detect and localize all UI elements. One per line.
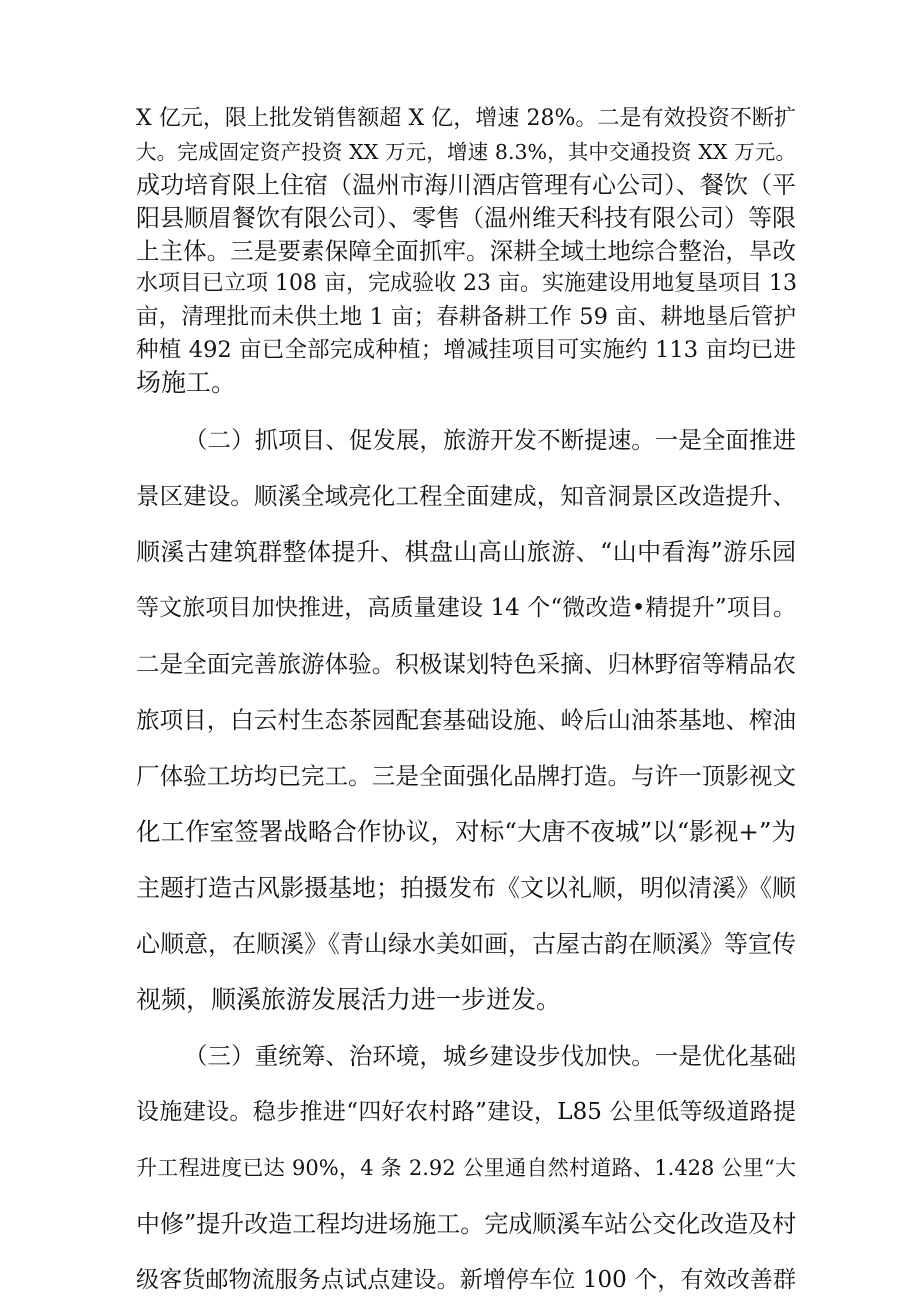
paragraph-1-line-2: 大。完成固定资产投资 XX 万元，增速 8.3%，其中交通投资 XX 万元。 [136,140,796,164]
paragraph-2-line-5: 二是全面完善旅游体验。积极谋划特色采摘、归林野宿等精品农 [136,650,796,678]
paragraph-1-line-6: 水项目已立项 108 亩，完成验收 23 亩。实施建设用地复垦项目 13 [136,271,797,296]
paragraph-2-line-2: 景区建设。顺溪全域亮化工程全面建成，知音洞景区改造提升、 [136,482,796,510]
paragraph-2-line-1: （二）抓项目、促发展，旅游开发不断提速。一是全面推进 [184,426,796,454]
paragraph-3-line-4: 中修”提升改造工程均进场施工。完成顺溪车站公交化改造及村 [136,1210,797,1238]
paragraph-1-line-4: 阳县顺眉餐饮有限公司）、零售（温州维天科技有限公司）等限 [136,204,796,232]
paragraph-2-line-11: 视频，顺溪旅游发展活力进一步迸发。 [136,985,562,1014]
paragraph-2-line-8: 化工作室签署战略合作协议，对标“大唐不夜城”以“影视+”为 [136,817,796,846]
paragraph-2-line-10: 心顺意，在顺溪》《青山绿水美如画，古屋古韵在顺溪》等宣传 [136,930,796,958]
paragraph-3-line-5: 级客货邮物流服务点试点建设。新增停车位 100 个，有效改善群 [136,1267,796,1293]
paragraph-3-line-3: 升工程进度已达 90%，4 条 2.92 公里通自然村道路、1.428 公里“大 [136,1156,796,1180]
paragraph-2-line-7: 厂体验工坊均已完工。三是全面强化品牌打造。与许一顶影视文 [136,762,796,790]
paragraph-1-line-8: 种植 492 亩已全部完成种植；增减挂项目可实施约 113 亩均已进 [136,337,796,363]
paragraph-2-line-4: 等文旅项目加快推进，高质量建设 14 个“微改造•精提升”项目。 [136,595,796,621]
paragraph-3-line-2: 设施建设。稳步推进“四好农村路”建设，L85 公里低等级道路提 [136,1099,796,1125]
paragraph-3-line-1: （三）重统筹、治环境，城乡建设步伐加快。一是优化基础 [184,1042,796,1070]
paragraph-2-line-3: 顺溪古建筑群整体提升、棋盘山高山旅游、“山中看海”游乐园 [136,538,796,566]
paragraph-1-line-5: 上主体。三是要素保障全面抓牢。深耕全域土地综合整治，旱改 [136,237,796,265]
paragraph-2-line-9: 主题打造古风影摄基地；拍摄发布《文以礼顺，明似清溪》《顺 [136,874,796,902]
paragraph-1-line-7: 亩，清理批而未供土地 1 亩；春耕备耕工作 59 亩、耕地垦后管护 [136,304,796,330]
paragraph-1-line-1: X 亿元，限上批发销售额超 X 亿，增速 28%。二是有效投资不断扩 [136,106,796,131]
paragraph-1-line-3: 成功培育限上住宿（温州市海川酒店管理有心公司）、餐饮（平 [136,171,796,199]
paragraph-2-line-6: 旅项目，白云村生态茶园配套基础设施、岭后山油茶基地、榨油 [136,706,796,734]
paragraph-1-line-9: 场施工。 [136,368,237,397]
